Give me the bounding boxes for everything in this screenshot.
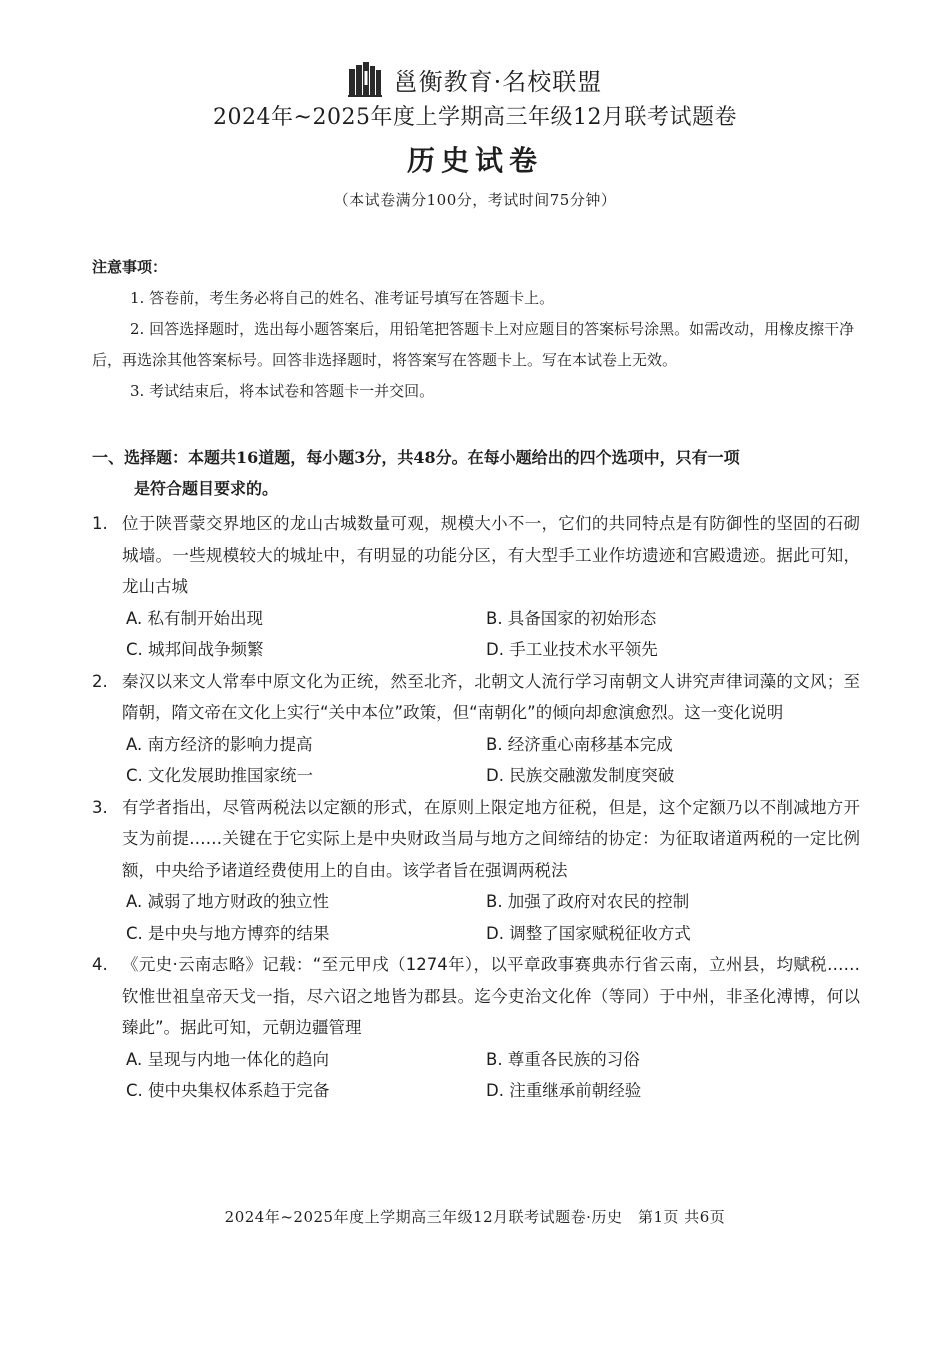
- question-number: 3.: [92, 797, 108, 817]
- notice-block: [92, 252, 860, 407]
- question-number: 2.: [92, 671, 108, 691]
- question: [92, 949, 860, 1107]
- question-stem: [92, 949, 860, 1044]
- question: [92, 508, 860, 666]
- options: [92, 729, 860, 792]
- question-text: 秦汉以来文人常奉中原文化为正统，然至北齐，北朝文人流行学习南朝文人讲究声律词藻的文风；至隋朝，隋文帝在文化上实行“关中本位”政策，但“南朝化”的倾向却愈演愈烈。这一变化说明: [122, 671, 860, 722]
- option-d: D. 调整了国家赋税征收方式: [486, 923, 691, 943]
- question: [92, 666, 860, 792]
- brand-name: 邕衡教育·名校联盟: [393, 67, 603, 96]
- notice-item: 2. 回答选择题时，选出每小题答案后，用铅笔把答题卡上对应题目的答案标号涂黑。如需改动，用橡皮擦干净后，再选涂其他答案标号。回答非选择题时，将答案写在答题卡上。写在本试卷上无效。: [92, 320, 855, 369]
- exam-meta: （本试卷满分100分，考试时间75分钟）: [333, 191, 617, 209]
- question-text: 《元史·云南志略》记载：“至元甲戌（1274年），以平章政事赛典赤行省云南，立州县，均赋税……钦惟世祖皇帝天戈一指，尽六诏之地皆为郡县。迄今吏治文化侔（等同）于中州，非圣化溥博，何以臻此”。据此可知，元朝边疆管理: [122, 955, 860, 1037]
- option-b: B. 尊重各民族的习俗: [486, 1049, 640, 1069]
- option-a: A. 呈现与内地一体化的趋向: [126, 1049, 329, 1069]
- option-d: D. 手工业技术水平领先: [486, 640, 658, 659]
- question-number: 1.: [92, 514, 108, 533]
- option-a: A. 私有制开始出现: [126, 608, 263, 628]
- option-d: D. 民族交融激发制度突破: [486, 766, 675, 785]
- books-logo-icon: [348, 61, 382, 97]
- option-c: C. 文化发展助推国家统一: [126, 766, 314, 785]
- notice-item: 1. 答卷前，考生务必将自己的姓名、准考证号填写在答题卡上。: [130, 289, 555, 307]
- question-text: 有学者指出，尽管两税法以定额的形式，在原则上限定地方征税，但是，这个定额乃以不削减地方开支为前提……关键在于它实际上是中央财政当局与地方之间缔结的协定：为征取诸道两税的一定比例额，中央给予诸道经费使用上的自由。该学者旨在强调两税法: [122, 797, 860, 880]
- question-stem: [92, 792, 860, 887]
- options: [92, 603, 860, 666]
- question-stem: [92, 508, 860, 603]
- subject-title: 历史试卷: [406, 144, 543, 177]
- options: [92, 886, 860, 949]
- page-footer: 2024年~2025年度上学期高三年级12月联考试题卷·历史 第1页 共6页: [224, 1208, 726, 1226]
- option-b: B. 加强了政府对农民的控制: [486, 892, 690, 911]
- section-heading-line: 一、选择题：本题共16道题，每小题3分，共48分。在每小题给出的四个选项中，只有一项: [92, 448, 740, 467]
- option-a: A. 减弱了地方财政的独立性: [126, 892, 329, 911]
- notice-title: 注意事项：: [92, 258, 168, 276]
- brand-row: [0, 60, 950, 98]
- option-d: D. 注重继承前朝经验: [486, 1081, 642, 1100]
- header: [0, 60, 950, 210]
- option-a: A. 南方经济的影响力提高: [126, 734, 313, 754]
- options: [92, 1044, 860, 1107]
- exam-title: 2024年~2025年度上学期高三年级12月联考试题卷: [213, 105, 737, 130]
- notice-item: 3. 考试结束后，将本试卷和答题卡一并交回。: [130, 382, 435, 400]
- section-heading: [92, 442, 860, 504]
- question: [92, 792, 860, 950]
- question-stem: [92, 666, 860, 729]
- option-b: B. 经济重心南移基本完成: [486, 734, 673, 754]
- option-c: C. 城邦间战争频繁: [126, 640, 264, 659]
- question-number: 4.: [92, 955, 108, 974]
- option-b: B. 具备国家的初始形态: [486, 608, 657, 628]
- option-c: C. 是中央与地方博弈的结果: [126, 923, 330, 943]
- question-text: 位于陕晋蒙交界地区的龙山古城数量可观，规模大小不一，它们的共同特点是有防御性的坚固的石砌城墙。一些规模较大的城址中，有明显的功能分区，有大型手工业作坊遗迹和宫殿遗迹。据此可知，龙山古城: [122, 514, 860, 596]
- question-list: [92, 508, 860, 1107]
- section-heading-line: 是符合题目要求的。: [134, 479, 279, 498]
- option-c: C. 使中央集权体系趋于完备: [126, 1081, 330, 1100]
